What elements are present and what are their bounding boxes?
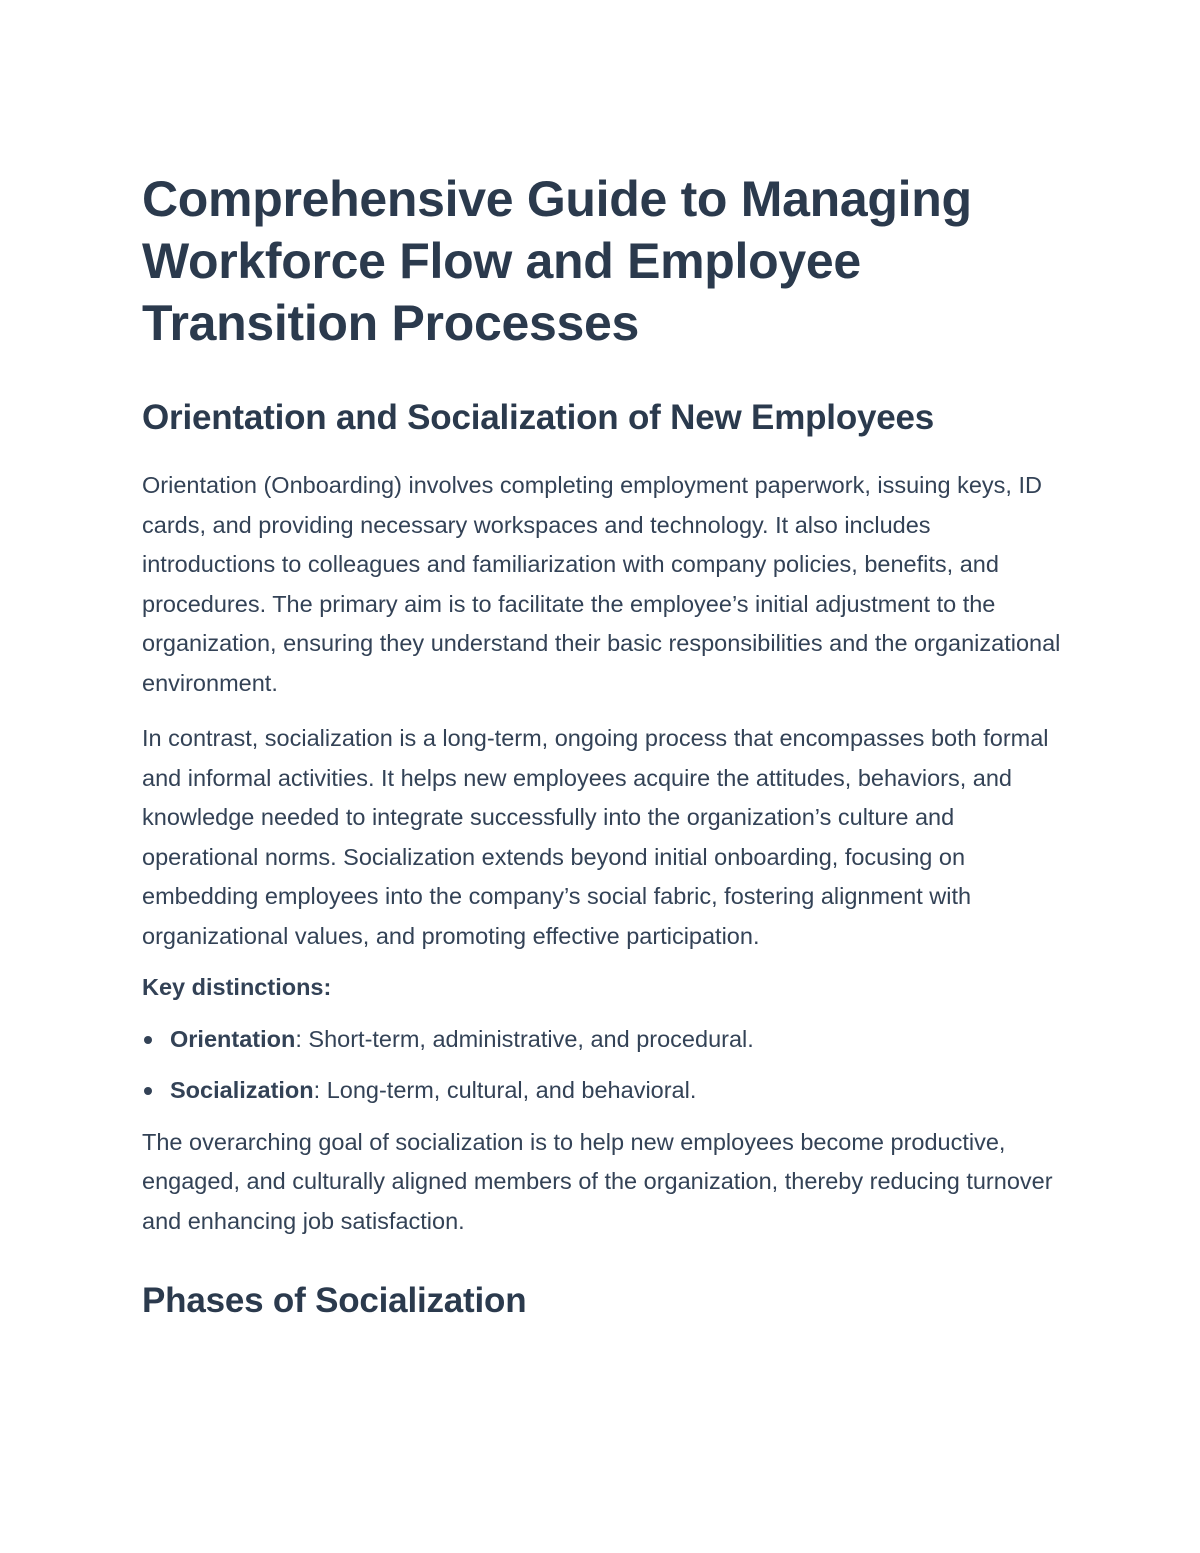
paragraph-goal: The overarching goal of socialization is to help new employees become productive, engaged, and culturally aligned members of the organization, thereby reducing turnover and enhancing job satisfaction. <box>142 1128 1053 1234</box>
list-item <box>142 1071 1062 1111</box>
term-separator: : <box>313 1077 321 1103</box>
distinctions-list <box>142 1020 1062 1111</box>
key-distinctions-label: Key distinctions: <box>142 974 332 1000</box>
paragraph-orientation: Orientation (Onboarding) involves completing employment paperwork, issuing keys, ID cards, and providing necessary workspaces and technology. It also includes introductions to colleagues and familiarization with company policies, benefits, and procedures. The primary aim is to facilitate the employee’s initial adjustment to the organization, ensuring they understand their basic responsibilities and the organizational environment. <box>142 472 1061 696</box>
term-description: Long-term, cultural, and behavioral. <box>320 1077 697 1103</box>
term-label: Orientation <box>170 1025 296 1052</box>
page-title: Comprehensive Guide to Managing Workforce Flow and Employee Transition Processes <box>142 171 972 351</box>
document-page <box>142 168 1062 1323</box>
term-description: Short-term, administrative, and procedural. <box>301 1025 754 1052</box>
term-label: Socialization <box>170 1077 314 1103</box>
section-heading-orientation: Orientation and Socialization of New Employees <box>142 398 935 437</box>
bullet-icon <box>144 1036 152 1044</box>
paragraph-socialization: In contrast, socialization is a long-term, ongoing process that encompasses both formal and informal activities. It helps new employees acquire the attitudes, behaviors, and knowledge needed to integrate successfully into the organization’s culture and operational norms. Socialization extends beyond initial onboarding, focusing on embedding employees into the company’s social fabric, fostering alignment with organizational values, and promoting effective participation. <box>142 725 1049 949</box>
term-separator: : <box>295 1025 302 1052</box>
list-item <box>142 1020 1062 1060</box>
bullet-icon <box>144 1087 152 1095</box>
section-heading-phases: Phases of Socialization <box>142 1281 527 1320</box>
